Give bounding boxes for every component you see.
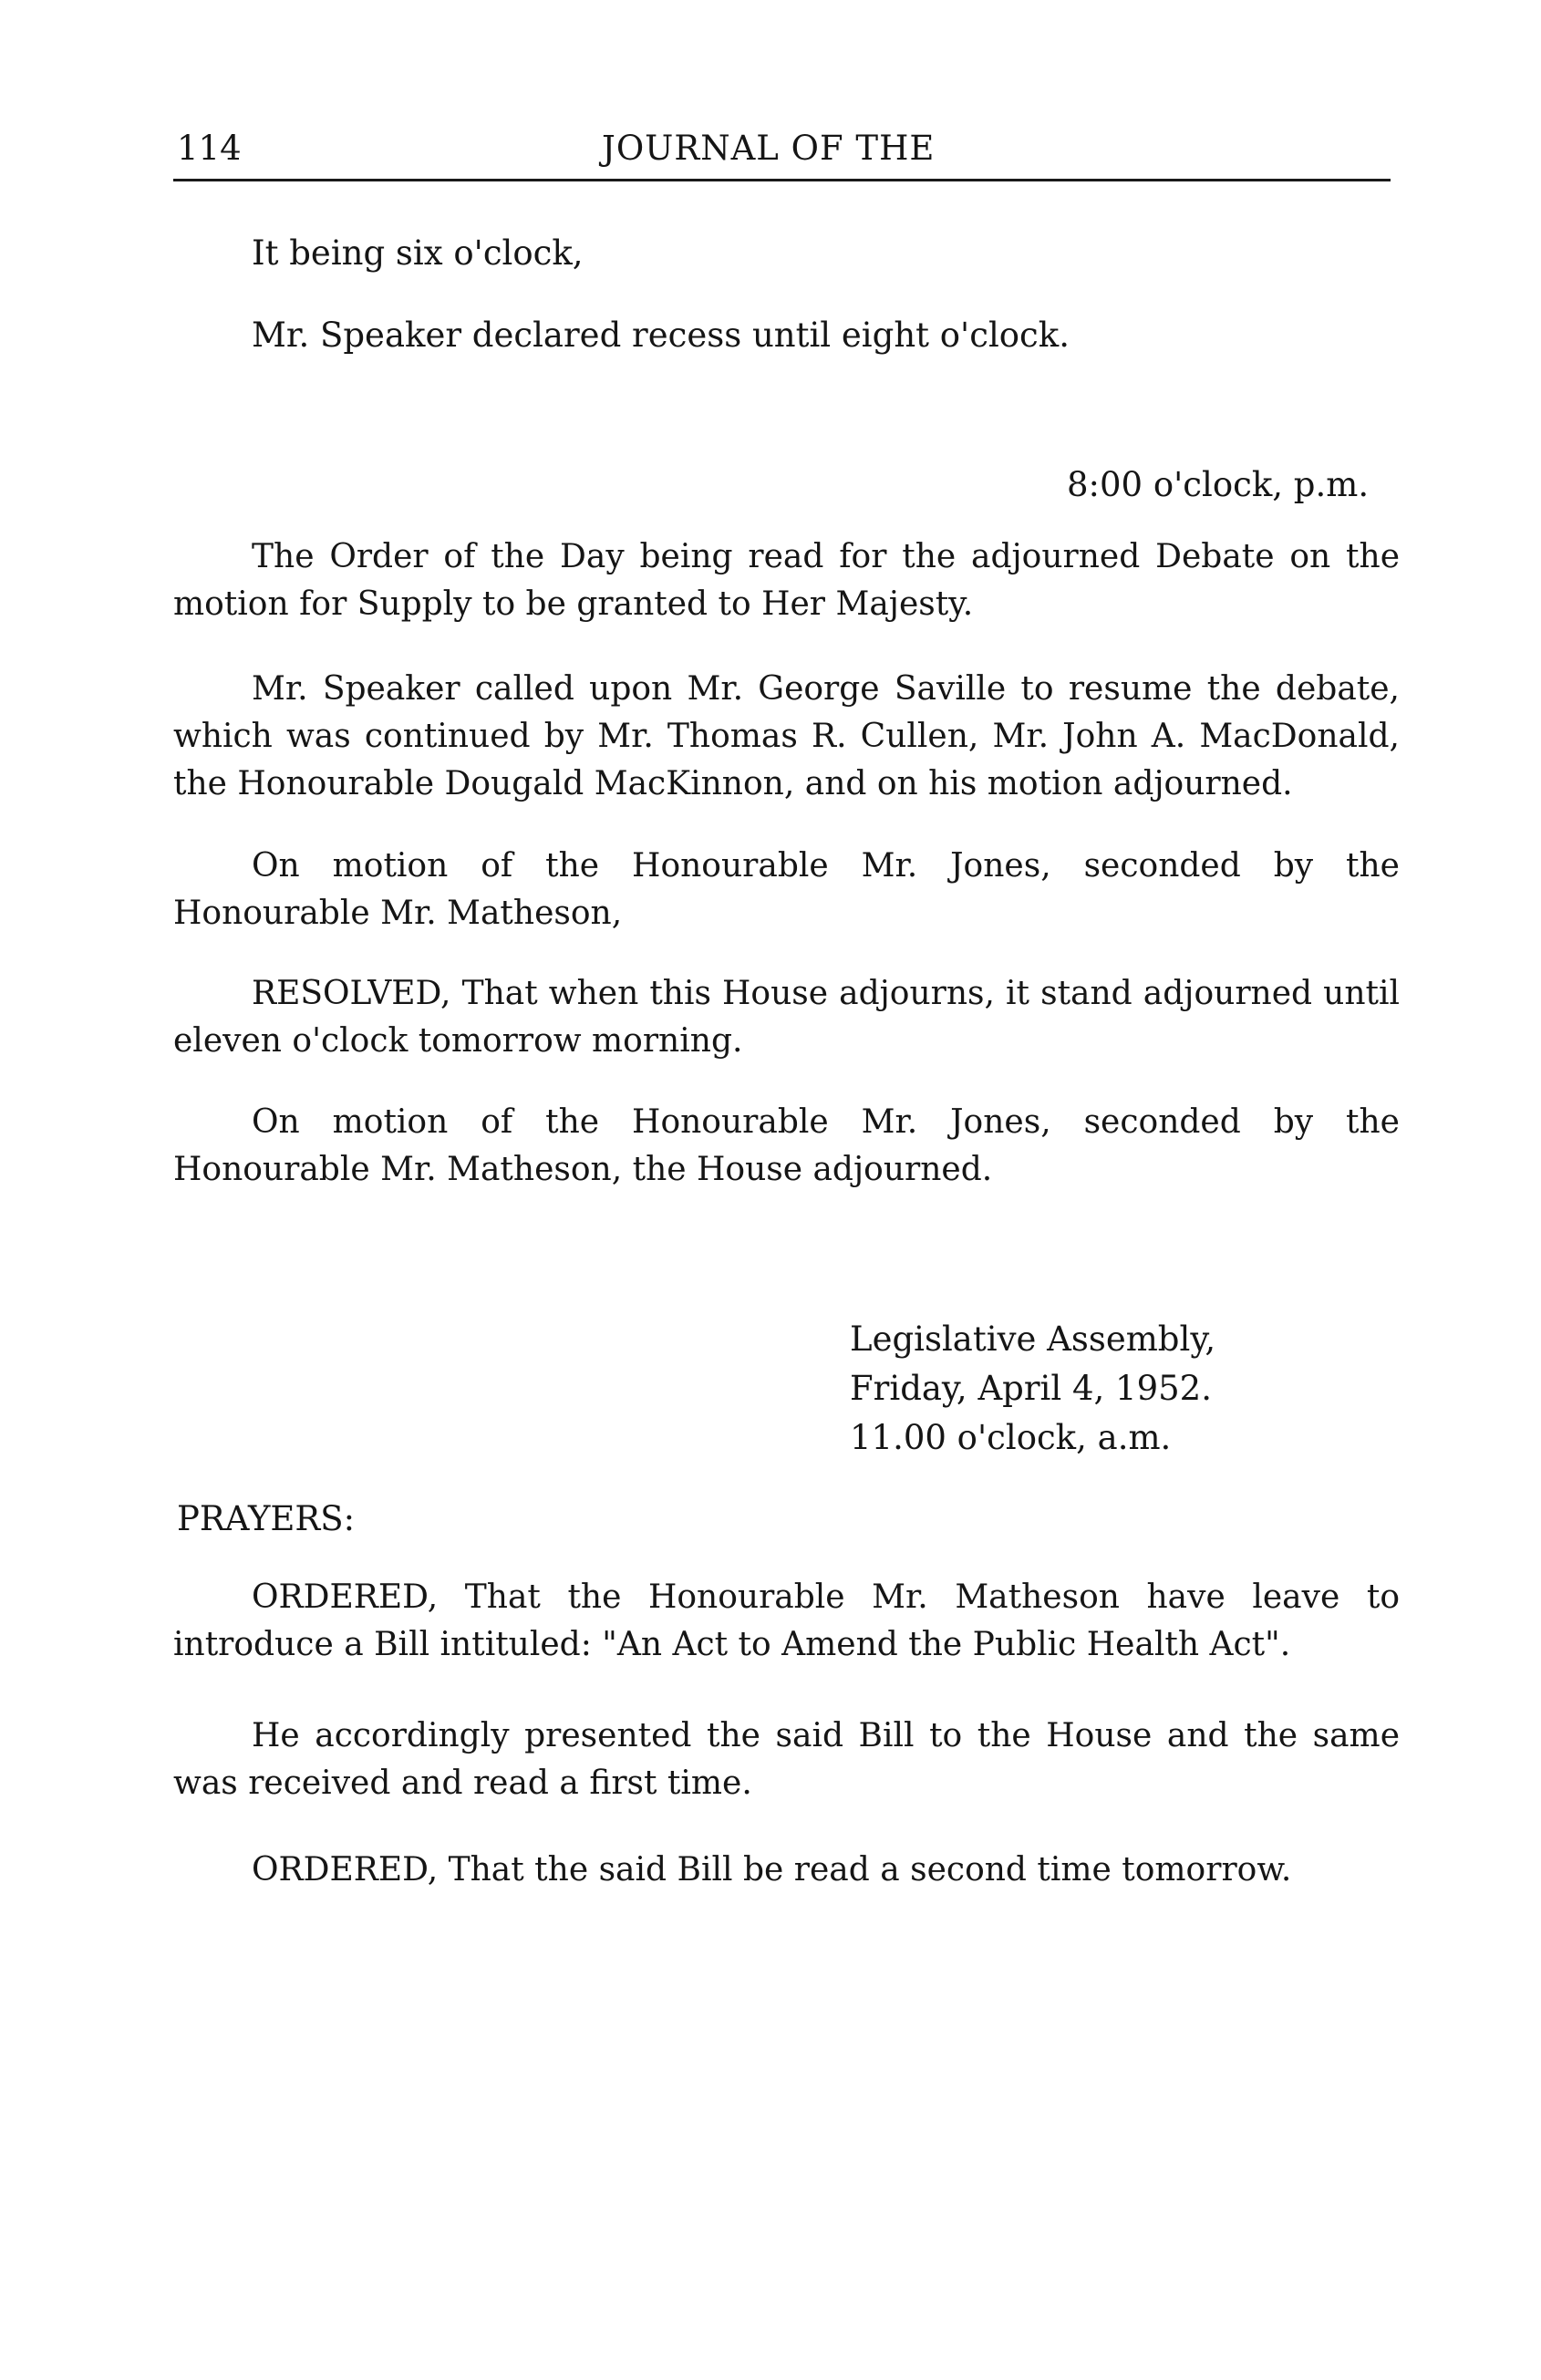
paragraph-resolved [173,970,1400,1065]
paragraph-debate [173,666,1400,808]
paragraph-resolved-text: RESOLVED, That when this House adjourns, it stand adjourned until eleven o'clock tomorrow morning. [173,975,1400,1060]
paragraph-motion-2-text: On motion of the Honourable Mr. Jones, seconded by the Honourable Mr. Matheson, the House adjourned. [173,1103,1400,1188]
paragraph-order-of-day [173,533,1400,628]
paragraph-recess: Mr. Speaker declared recess until eight o'clock. [252,316,1070,355]
paragraph-debate-text: Mr. Speaker called upon Mr. George Saville to resume the debate, which was continued by Mr. Thomas R. Cullen, Mr. John A. MacDonald, the Honourable Dougald MacKinnon, and on his motion adjourned. [173,670,1400,802]
dateline-date: Friday, April 4, 1952. [850,1369,1212,1408]
paragraph-ordered-leave [173,1574,1400,1669]
dateline-assembly: Legislative Assembly, [850,1319,1216,1359]
paragraph-recess-time: It being six o'clock, [252,233,584,273]
prayers-heading: PRAYERS: [177,1499,356,1538]
running-head: JOURNAL OF THE [602,129,936,168]
paragraph-order-of-day-text: The Order of the Day being read for the adjourned Debate on the motion for Supply to be granted to Her Majesty. [173,538,1400,623]
page-number: 114 [177,129,242,168]
paragraph-second-reading-text: ORDERED, That the said Bill be read a second time tomorrow. [252,1851,1292,1888]
paragraph-second-reading [173,1847,1400,1894]
paragraph-motion-1-text: On motion of the Honourable Mr. Jones, seconded by the Honourable Mr. Matheson, [173,847,1400,932]
dateline-time: 11.00 o'clock, a.m. [850,1418,1172,1457]
paragraph-motion-1 [173,843,1400,937]
evening-time: 8:00 o'clock, p.m. [1067,465,1370,504]
paragraph-ordered-leave-text: ORDERED, That the Honourable Mr. Matheson have leave to introduce a Bill intituled: "An Act to Amend the Public Health Act". [173,1578,1400,1663]
header-rule [173,179,1391,181]
paragraph-bill-presented-text: He accordingly presented the said Bill to the House and the same was received and read a first time. [173,1717,1400,1802]
paragraph-bill-presented [173,1713,1400,1807]
page-header [173,128,1391,184]
paragraph-motion-2 [173,1099,1400,1194]
dateline [850,1315,1215,1463]
